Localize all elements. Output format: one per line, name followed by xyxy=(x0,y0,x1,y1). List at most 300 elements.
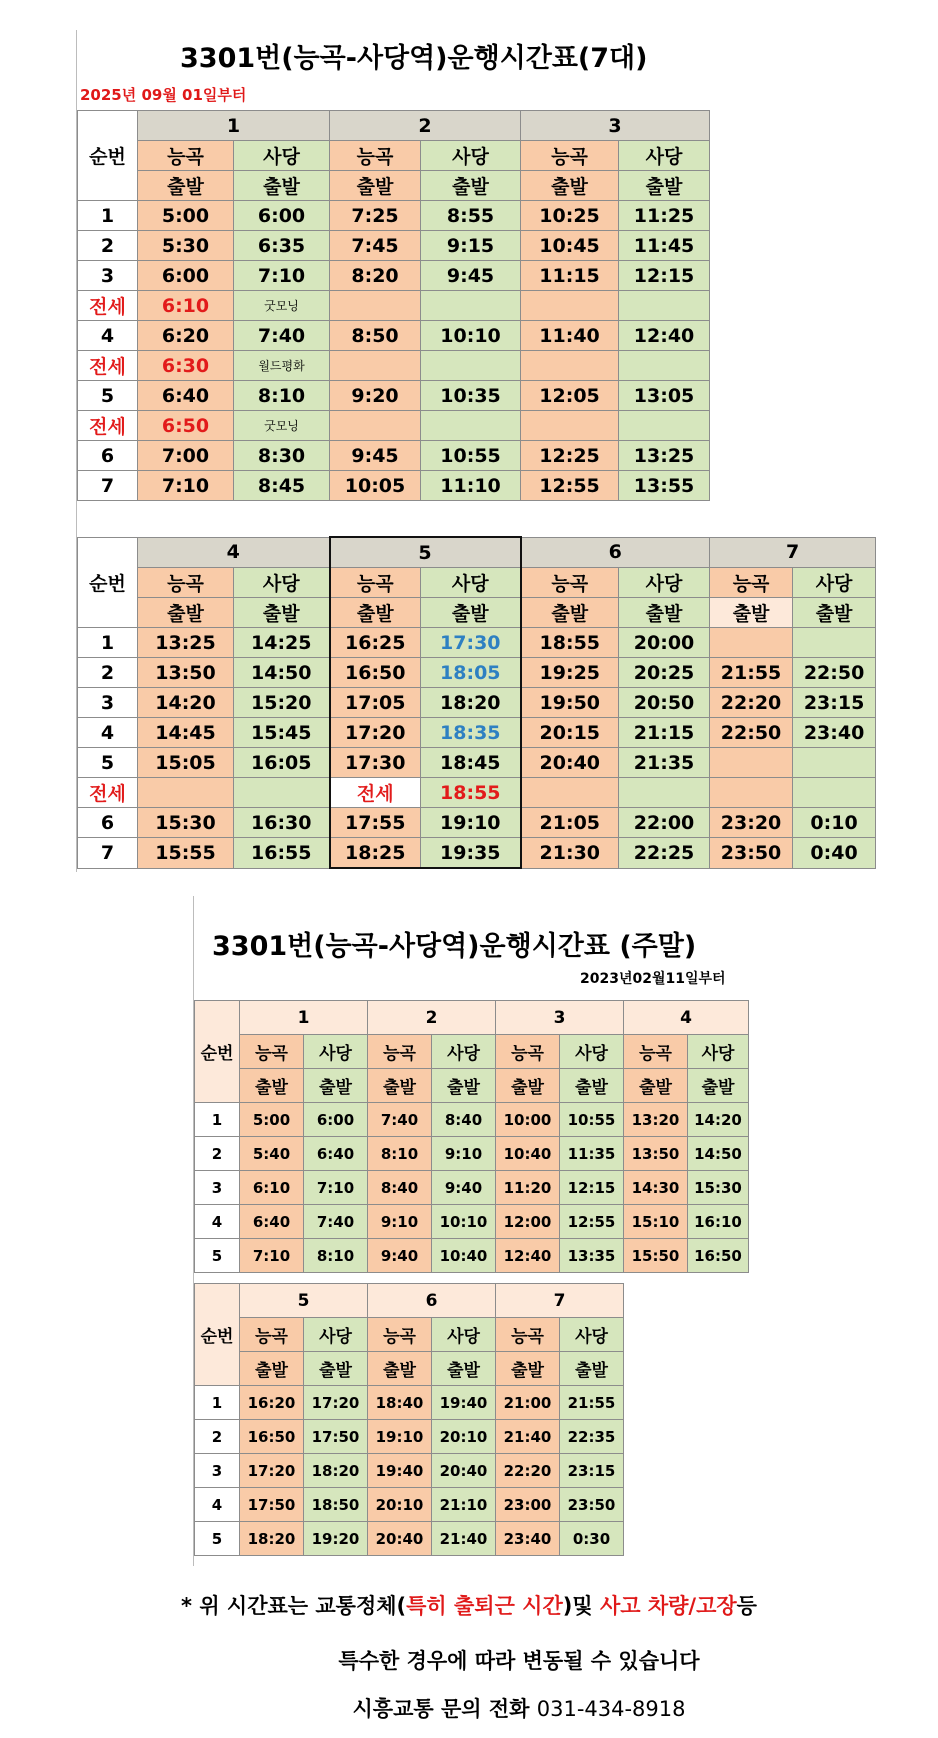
bus-number: 7 xyxy=(496,1284,624,1318)
time-cell xyxy=(710,628,793,658)
charter-label: 전세 xyxy=(330,778,421,808)
time-cell xyxy=(330,351,421,381)
table-row xyxy=(78,778,876,808)
time-cell xyxy=(234,778,330,808)
origin-label-sadang: 사당 xyxy=(793,568,876,598)
time-cell: 20:40 xyxy=(432,1454,496,1488)
charter-client: 월드평화 xyxy=(234,351,330,381)
time-cell: 12:40 xyxy=(496,1239,560,1273)
time-cell: 10:55 xyxy=(560,1103,624,1137)
charter-label: 전세 xyxy=(78,411,138,441)
table-row xyxy=(78,718,876,748)
time-cell: 12:40 xyxy=(619,321,710,351)
time-cell xyxy=(521,291,619,321)
origin-label-sadang: 사당 xyxy=(560,1318,624,1352)
seq-number: 2 xyxy=(78,658,138,688)
origin-row xyxy=(78,568,876,598)
time-cell xyxy=(421,411,521,441)
time-cell: 19:35 xyxy=(421,838,521,869)
time-cell: 21:35 xyxy=(619,748,710,778)
time-cell: 18:45 xyxy=(421,748,521,778)
seq-header: 순번 xyxy=(195,1001,240,1103)
depart-row xyxy=(78,171,710,201)
time-cell: 10:35 xyxy=(421,381,521,411)
depart-label: 출발 xyxy=(432,1352,496,1386)
time-cell xyxy=(330,291,421,321)
bus-number: 6 xyxy=(368,1284,496,1318)
bus-number: 2 xyxy=(368,1001,496,1035)
depart-label: 출발 xyxy=(234,598,330,628)
time-cell: 6:40 xyxy=(304,1137,368,1171)
origin-label-sadang: 사당 xyxy=(560,1035,624,1069)
time-cell: 17:55 xyxy=(330,808,421,838)
table-row xyxy=(78,261,710,291)
time-cell-highlight: 18:05 xyxy=(421,658,521,688)
weekend-timetable-2 xyxy=(194,1283,624,1556)
time-cell: 21:40 xyxy=(496,1420,560,1454)
depart-label: 출발 xyxy=(234,171,330,201)
time-cell: 16:05 xyxy=(234,748,330,778)
time-cell: 12:15 xyxy=(619,261,710,291)
origin-label-neunggok: 능곡 xyxy=(521,141,619,171)
time-cell xyxy=(793,628,876,658)
time-cell: 18:40 xyxy=(368,1386,432,1420)
origin-label-sadang: 사당 xyxy=(688,1035,749,1069)
bus-number-row xyxy=(195,1001,749,1035)
depart-label: 출발 xyxy=(240,1352,304,1386)
notice-text: * 위 시간표는 교통정체( xyxy=(181,1594,407,1618)
time-cell: 6:10 xyxy=(138,291,234,321)
time-cell: 0:30 xyxy=(560,1522,624,1556)
time-cell: 6:10 xyxy=(240,1171,304,1205)
weekday-title: 3301번(능곡-사당역)운행시간표(7대) xyxy=(180,43,648,74)
seq-number: 5 xyxy=(195,1522,240,1556)
seq-number: 5 xyxy=(78,748,138,778)
time-cell: 6:50 xyxy=(138,411,234,441)
time-cell: 20:40 xyxy=(521,748,619,778)
time-cell: 16:25 xyxy=(330,628,421,658)
table-row xyxy=(78,658,876,688)
notice-line-2: 특수한 경우에 따라 변동될 수 있습니다 xyxy=(338,1649,700,1673)
time-cell xyxy=(521,351,619,381)
time-cell: 8:10 xyxy=(368,1137,432,1171)
weekend-title: 3301번(능곡-사당역)운행시간표 (주말) xyxy=(212,931,697,962)
seq-number: 4 xyxy=(78,321,138,351)
time-cell: 8:20 xyxy=(330,261,421,291)
time-cell: 5:00 xyxy=(240,1103,304,1137)
time-cell: 7:25 xyxy=(330,201,421,231)
depart-label: 출발 xyxy=(688,1069,749,1103)
time-cell: 17:30 xyxy=(330,748,421,778)
depart-label: 출발 xyxy=(619,171,710,201)
table-row xyxy=(78,748,876,778)
time-cell xyxy=(793,748,876,778)
table-row xyxy=(195,1420,624,1454)
table-row xyxy=(78,231,710,261)
time-cell: 11:10 xyxy=(421,471,521,501)
table-row xyxy=(78,838,876,869)
time-cell: 23:40 xyxy=(496,1522,560,1556)
time-cell: 10:45 xyxy=(521,231,619,261)
time-cell: 20:15 xyxy=(521,718,619,748)
table-row xyxy=(78,201,710,231)
time-cell: 17:50 xyxy=(240,1488,304,1522)
bus-number: 5 xyxy=(330,537,521,568)
time-cell: 23:50 xyxy=(560,1488,624,1522)
time-cell: 18:20 xyxy=(421,688,521,718)
time-cell: 12:05 xyxy=(521,381,619,411)
origin-label-sadang: 사당 xyxy=(619,141,710,171)
time-cell: 9:45 xyxy=(330,441,421,471)
time-cell: 19:20 xyxy=(304,1522,368,1556)
time-cell: 0:40 xyxy=(793,838,876,869)
bus-number-row xyxy=(78,537,876,568)
depart-label: 출발 xyxy=(304,1069,368,1103)
seq-number: 4 xyxy=(78,718,138,748)
time-cell: 10:10 xyxy=(432,1205,496,1239)
time-cell: 14:50 xyxy=(234,658,330,688)
depart-label: 출발 xyxy=(138,171,234,201)
time-cell: 7:10 xyxy=(304,1171,368,1205)
time-cell: 14:50 xyxy=(688,1137,749,1171)
depart-row xyxy=(78,598,876,628)
time-cell: 7:10 xyxy=(234,261,330,291)
time-cell: 6:30 xyxy=(138,351,234,381)
time-cell: 15:45 xyxy=(234,718,330,748)
table-row xyxy=(78,628,876,658)
time-cell: 10:40 xyxy=(432,1239,496,1273)
time-cell: 10:05 xyxy=(330,471,421,501)
origin-row xyxy=(78,141,710,171)
depart-label: 출발 xyxy=(432,1069,496,1103)
time-cell: 6:20 xyxy=(138,321,234,351)
seq-number: 2 xyxy=(195,1137,240,1171)
seq-number: 2 xyxy=(195,1420,240,1454)
weekday-effective-date: 2025년 09월 01일부터 xyxy=(80,86,247,104)
origin-label-sadang: 사당 xyxy=(619,568,710,598)
weekday-timetable-1 xyxy=(77,110,710,501)
origin-label-sadang: 사당 xyxy=(432,1318,496,1352)
time-cell: 7:40 xyxy=(304,1205,368,1239)
table-row xyxy=(78,411,710,441)
time-cell: 17:20 xyxy=(240,1454,304,1488)
depart-label: 출발 xyxy=(560,1352,624,1386)
depart-label: 출발 xyxy=(330,598,421,628)
time-cell: 6:00 xyxy=(304,1103,368,1137)
time-cell: 16:10 xyxy=(688,1205,749,1239)
seq-number: 3 xyxy=(78,261,138,291)
origin-label-neunggok: 능곡 xyxy=(240,1318,304,1352)
time-cell: 20:10 xyxy=(432,1420,496,1454)
seq-number: 1 xyxy=(195,1103,240,1137)
time-cell: 16:50 xyxy=(240,1420,304,1454)
seq-number: 3 xyxy=(78,688,138,718)
origin-label-neunggok: 능곡 xyxy=(368,1318,432,1352)
time-cell: 14:20 xyxy=(688,1103,749,1137)
time-cell: 21:00 xyxy=(496,1386,560,1420)
origin-label-neunggok: 능곡 xyxy=(368,1035,432,1069)
seq-number: 3 xyxy=(195,1171,240,1205)
seq-header: 순번 xyxy=(78,111,138,201)
time-cell: 20:25 xyxy=(619,658,710,688)
time-cell xyxy=(710,778,793,808)
weekday-timetable-2 xyxy=(77,536,876,869)
depart-row xyxy=(195,1069,749,1103)
time-cell: 13:35 xyxy=(560,1239,624,1273)
time-cell: 22:20 xyxy=(496,1454,560,1488)
origin-label-neunggok: 능곡 xyxy=(138,141,234,171)
time-cell: 21:10 xyxy=(432,1488,496,1522)
origin-label-neunggok: 능곡 xyxy=(521,568,619,598)
time-cell xyxy=(421,291,521,321)
time-cell: 9:20 xyxy=(330,381,421,411)
charter-label: 전세 xyxy=(78,351,138,381)
time-cell: 5:30 xyxy=(138,231,234,261)
notice-line-1 xyxy=(0,1590,938,1620)
time-cell: 11:45 xyxy=(619,231,710,261)
time-cell: 15:50 xyxy=(624,1239,688,1273)
bus-number: 4 xyxy=(624,1001,749,1035)
bus-number: 2 xyxy=(330,111,521,141)
depart-label: 출발 xyxy=(368,1352,432,1386)
time-cell: 9:40 xyxy=(432,1171,496,1205)
time-cell: 0:10 xyxy=(793,808,876,838)
depart-label: 출발 xyxy=(496,1069,560,1103)
time-cell: 17:20 xyxy=(330,718,421,748)
depart-label: 출발 xyxy=(521,598,619,628)
depart-label: 출발 xyxy=(368,1069,432,1103)
time-cell: 17:20 xyxy=(304,1386,368,1420)
origin-label-sadang: 사당 xyxy=(304,1318,368,1352)
bus-number: 3 xyxy=(521,111,710,141)
table-row xyxy=(195,1205,749,1239)
table-row xyxy=(195,1137,749,1171)
table-row xyxy=(195,1522,624,1556)
time-cell: 13:25 xyxy=(619,441,710,471)
time-cell: 14:25 xyxy=(234,628,330,658)
depart-label: 출발 xyxy=(330,171,421,201)
time-cell: 11:40 xyxy=(521,321,619,351)
time-cell: 23:20 xyxy=(710,808,793,838)
origin-label-neunggok: 능곡 xyxy=(496,1035,560,1069)
time-cell: 22:00 xyxy=(619,808,710,838)
origin-label-sadang: 사당 xyxy=(421,568,521,598)
origin-label-sadang: 사당 xyxy=(304,1035,368,1069)
table-row xyxy=(78,381,710,411)
time-cell: 18:20 xyxy=(240,1522,304,1556)
time-cell: 15:10 xyxy=(624,1205,688,1239)
table-row xyxy=(195,1488,624,1522)
time-cell: 17:05 xyxy=(330,688,421,718)
time-cell: 18:50 xyxy=(304,1488,368,1522)
origin-label-neunggok: 능곡 xyxy=(330,141,421,171)
time-cell: 22:35 xyxy=(560,1420,624,1454)
time-cell: 6:35 xyxy=(234,231,330,261)
time-cell: 20:50 xyxy=(619,688,710,718)
time-cell: 22:50 xyxy=(793,658,876,688)
depart-label: 출발 xyxy=(624,1069,688,1103)
time-cell: 13:25 xyxy=(138,628,234,658)
time-cell: 13:20 xyxy=(624,1103,688,1137)
time-cell xyxy=(421,351,521,381)
time-cell: 9:10 xyxy=(432,1137,496,1171)
time-cell: 23:00 xyxy=(496,1488,560,1522)
time-cell: 8:30 xyxy=(234,441,330,471)
contact-phone: 031-434-8918 xyxy=(536,1697,686,1721)
seq-number: 5 xyxy=(78,381,138,411)
origin-label-neunggok: 능곡 xyxy=(138,568,234,598)
origin-label-sadang: 사당 xyxy=(432,1035,496,1069)
time-cell xyxy=(793,778,876,808)
charter-client: 굿모닝 xyxy=(234,291,330,321)
notice-text: )및 xyxy=(562,1594,600,1618)
charter-client: 굿모닝 xyxy=(234,411,330,441)
time-cell: 8:10 xyxy=(234,381,330,411)
time-cell: 7:45 xyxy=(330,231,421,261)
table-row xyxy=(78,471,710,501)
bus-number-row xyxy=(195,1284,624,1318)
depart-label: 출발 xyxy=(421,171,521,201)
table-row xyxy=(78,688,876,718)
time-cell: 14:45 xyxy=(138,718,234,748)
time-cell: 7:40 xyxy=(234,321,330,351)
time-cell: 15:20 xyxy=(234,688,330,718)
weekend-effective-date: 2023년02월11일부터 xyxy=(580,971,726,987)
time-cell: 7:10 xyxy=(240,1239,304,1273)
seq-number: 3 xyxy=(195,1454,240,1488)
time-cell: 6:40 xyxy=(138,381,234,411)
time-cell xyxy=(330,411,421,441)
time-cell: 12:55 xyxy=(560,1205,624,1239)
table-row xyxy=(78,351,710,381)
depart-label: 출발 xyxy=(793,598,876,628)
time-cell: 18:25 xyxy=(330,838,421,869)
time-cell: 5:40 xyxy=(240,1137,304,1171)
table-row xyxy=(195,1454,624,1488)
time-cell: 16:20 xyxy=(240,1386,304,1420)
time-cell: 11:25 xyxy=(619,201,710,231)
time-cell xyxy=(521,778,619,808)
time-cell: 12:15 xyxy=(560,1171,624,1205)
time-cell: 14:30 xyxy=(624,1171,688,1205)
depart-row xyxy=(195,1352,624,1386)
time-cell: 5:00 xyxy=(138,201,234,231)
time-cell xyxy=(710,748,793,778)
time-cell: 23:15 xyxy=(793,688,876,718)
time-cell: 10:10 xyxy=(421,321,521,351)
seq-number: 2 xyxy=(78,231,138,261)
time-cell xyxy=(619,351,710,381)
time-cell: 8:40 xyxy=(432,1103,496,1137)
seq-number: 1 xyxy=(78,201,138,231)
seq-number: 6 xyxy=(78,441,138,471)
bus-number: 5 xyxy=(240,1284,368,1318)
time-cell: 21:55 xyxy=(710,658,793,688)
time-cell-highlight: 18:35 xyxy=(421,718,521,748)
time-cell: 9:10 xyxy=(368,1205,432,1239)
time-cell xyxy=(521,411,619,441)
depart-label: 출발 xyxy=(240,1069,304,1103)
time-cell: 17:50 xyxy=(304,1420,368,1454)
seq-number: 1 xyxy=(195,1386,240,1420)
time-cell: 16:50 xyxy=(330,658,421,688)
time-cell: 7:10 xyxy=(138,471,234,501)
notice-highlight: 특히 출퇴근 시간 xyxy=(406,1594,563,1618)
time-cell: 19:50 xyxy=(521,688,619,718)
seq-header: 순번 xyxy=(195,1284,240,1386)
time-cell: 12:25 xyxy=(521,441,619,471)
time-cell: 19:25 xyxy=(521,658,619,688)
time-cell: 16:55 xyxy=(234,838,330,869)
time-cell: 16:50 xyxy=(688,1239,749,1273)
time-cell: 11:35 xyxy=(560,1137,624,1171)
table-row xyxy=(195,1103,749,1137)
time-cell: 23:15 xyxy=(560,1454,624,1488)
time-cell xyxy=(619,291,710,321)
time-cell: 22:20 xyxy=(710,688,793,718)
table-row xyxy=(78,441,710,471)
time-cell: 9:40 xyxy=(368,1239,432,1273)
depart-label: 출발 xyxy=(560,1069,624,1103)
time-cell: 8:45 xyxy=(234,471,330,501)
time-cell: 20:10 xyxy=(368,1488,432,1522)
bus-number: 7 xyxy=(710,537,876,568)
origin-label-neunggok: 능곡 xyxy=(496,1318,560,1352)
time-cell xyxy=(619,411,710,441)
table-row xyxy=(78,291,710,321)
bus-number: 1 xyxy=(240,1001,368,1035)
weekend-timetable-1 xyxy=(194,1000,749,1273)
table-row xyxy=(195,1386,624,1420)
time-cell: 12:00 xyxy=(496,1205,560,1239)
notice-text: 등 xyxy=(736,1594,757,1618)
time-cell: 11:20 xyxy=(496,1171,560,1205)
charter-time: 18:55 xyxy=(421,778,521,808)
depart-label: 출발 xyxy=(521,171,619,201)
time-cell xyxy=(619,778,710,808)
time-cell: 7:00 xyxy=(138,441,234,471)
time-cell: 15:30 xyxy=(688,1171,749,1205)
time-cell: 10:25 xyxy=(521,201,619,231)
origin-label-sadang: 사당 xyxy=(234,141,330,171)
time-cell: 15:55 xyxy=(138,838,234,869)
time-cell-highlight: 17:30 xyxy=(421,628,521,658)
time-cell: 21:40 xyxy=(432,1522,496,1556)
origin-label-sadang: 사당 xyxy=(234,568,330,598)
time-cell: 21:55 xyxy=(560,1386,624,1420)
seq-number: 5 xyxy=(195,1239,240,1273)
seq-number: 1 xyxy=(78,628,138,658)
depart-label: 출발 xyxy=(496,1352,560,1386)
seq-number: 4 xyxy=(195,1205,240,1239)
depart-label: 출발 xyxy=(710,598,793,628)
time-cell: 16:30 xyxy=(234,808,330,838)
time-cell: 18:55 xyxy=(521,628,619,658)
origin-label-neunggok: 능곡 xyxy=(240,1035,304,1069)
seq-number: 4 xyxy=(195,1488,240,1522)
time-cell: 11:15 xyxy=(521,261,619,291)
time-cell: 19:40 xyxy=(432,1386,496,1420)
notice-highlight: 사고 차량/고장 xyxy=(599,1594,737,1618)
table-row xyxy=(195,1239,749,1273)
depart-label: 출발 xyxy=(138,598,234,628)
origin-label-sadang: 사당 xyxy=(421,141,521,171)
time-cell: 8:10 xyxy=(304,1239,368,1273)
time-cell: 9:15 xyxy=(421,231,521,261)
origin-label-neunggok: 능곡 xyxy=(710,568,793,598)
charter-label: 전세 xyxy=(78,778,138,808)
depart-label: 출발 xyxy=(421,598,521,628)
